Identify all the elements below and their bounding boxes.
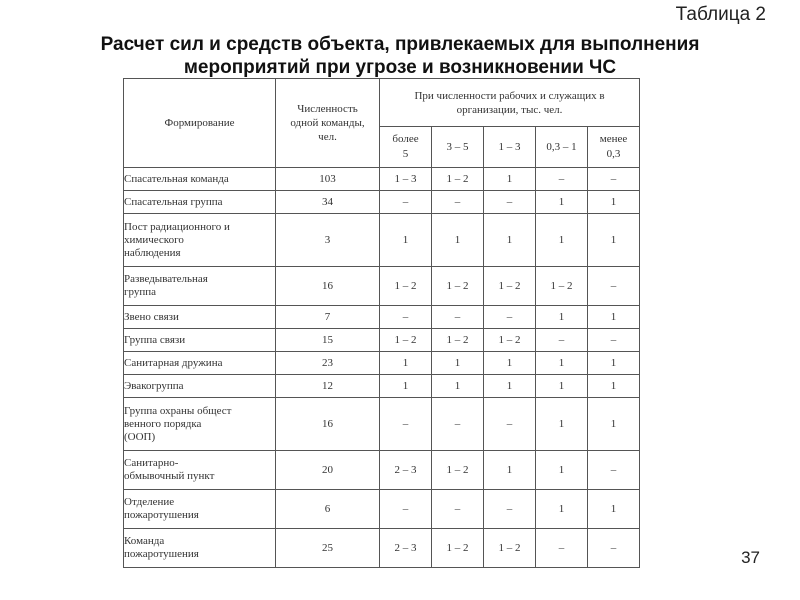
quantity-cell: – — [588, 529, 640, 568]
header-workforce-group — [380, 79, 640, 127]
quantity-cell: – — [380, 398, 432, 451]
quantity-cell: – — [432, 306, 484, 329]
formation-name-cell — [124, 352, 276, 375]
formation-name-line: Группа охраны общест — [124, 404, 232, 417]
formation-name-line: венного порядка — [124, 417, 202, 430]
table-row — [124, 490, 640, 529]
formation-name-cell — [124, 306, 276, 329]
team-size-cell: 7 — [276, 306, 380, 329]
quantity-cell: – — [432, 490, 484, 529]
quantity-cell: – — [588, 267, 640, 306]
table-row — [124, 168, 640, 191]
table-row — [124, 398, 640, 451]
formation-name-cell — [124, 529, 276, 568]
quantity-cell: – — [432, 191, 484, 214]
page-number: 37 — [741, 548, 760, 567]
table-label: Таблица 2 — [675, 4, 766, 25]
quantity-cell: 1 — [588, 214, 640, 267]
quantity-cell: 1 — [380, 375, 432, 398]
quantity-cell: 1 – 2 — [484, 267, 536, 306]
quantity-cell: 1 — [588, 398, 640, 451]
team-size-cell: 16 — [276, 398, 380, 451]
formation-name-cell — [124, 168, 276, 191]
quantity-cell: 1 — [432, 214, 484, 267]
quantity-cell: 1 – 2 — [432, 451, 484, 490]
formation-name-cell — [124, 329, 276, 352]
header-team-size-line: чел. — [318, 131, 337, 143]
team-size-cell: 15 — [276, 329, 380, 352]
formation-name-line: Санитарная дружина — [124, 356, 223, 369]
header-range-line: менее — [599, 133, 628, 145]
quantity-cell: – — [380, 191, 432, 214]
quantity-cell: – — [484, 191, 536, 214]
table-body — [124, 168, 640, 568]
header-range-1 — [432, 127, 484, 168]
header-range-3 — [536, 127, 588, 168]
header-team-size-line: Численность — [297, 103, 358, 115]
quantity-cell: 1 – 2 — [432, 267, 484, 306]
quantity-cell: 1 — [536, 306, 588, 329]
quantity-cell: 1 — [588, 191, 640, 214]
quantity-cell: 1 — [484, 375, 536, 398]
formation-name-line: пожаротушения — [124, 548, 199, 560]
quantity-cell: 1 — [536, 191, 588, 214]
quantity-cell: 1 — [484, 168, 536, 191]
quantity-cell: – — [432, 398, 484, 451]
formation-name-line: (ООП) — [124, 430, 156, 443]
quantity-cell: 1 — [588, 375, 640, 398]
header-range-2 — [484, 127, 536, 168]
quantity-cell: 1 – 2 — [484, 529, 536, 568]
quantity-cell: – — [588, 329, 640, 352]
formation-name-cell — [124, 214, 276, 267]
table-row — [124, 267, 640, 306]
header-range-line: 0,3 — [606, 148, 621, 160]
quantity-cell: 1 — [588, 490, 640, 529]
table-row — [124, 306, 640, 329]
quantity-cell: 1 — [588, 306, 640, 329]
quantity-cell: – — [588, 168, 640, 191]
team-size-cell: 3 — [276, 214, 380, 267]
header-workforce-line: организации, тыс. чел. — [456, 103, 563, 116]
table-row — [124, 329, 640, 352]
quantity-cell: 2 – 3 — [380, 529, 432, 568]
quantity-cell: – — [484, 398, 536, 451]
formation-name-line: Разведывательная — [124, 273, 208, 285]
header-range-line: 0,3 – 1 — [546, 140, 577, 153]
quantity-cell: 1 — [380, 352, 432, 375]
header-range-0 — [380, 127, 432, 168]
formation-name-line: группа — [124, 286, 157, 298]
quantity-cell: 1 – 2 — [380, 329, 432, 352]
quantity-cell: 1 – 3 — [380, 168, 432, 191]
quantity-cell: 1 – 2 — [380, 267, 432, 306]
team-size-cell: 20 — [276, 451, 380, 490]
formation-name-line: Команда — [124, 535, 165, 547]
quantity-cell: 1 — [432, 352, 484, 375]
formation-name-line: Санитарно- — [124, 457, 179, 469]
quantity-cell: – — [536, 529, 588, 568]
formation-name-line: Звено связи — [124, 310, 179, 323]
team-size-cell: 34 — [276, 191, 380, 214]
quantity-cell: 1 — [484, 451, 536, 490]
formation-name-line: Эвакогруппа — [124, 379, 184, 392]
header-range-line: 1 – 3 — [498, 140, 521, 153]
team-size-cell: 16 — [276, 267, 380, 306]
team-size-cell: 25 — [276, 529, 380, 568]
formation-name-cell — [124, 191, 276, 214]
quantity-cell: – — [536, 168, 588, 191]
quantity-cell: – — [380, 306, 432, 329]
quantity-cell: 1 – 2 — [484, 329, 536, 352]
quantity-cell: 1 — [432, 375, 484, 398]
formation-name-cell — [124, 375, 276, 398]
table-row — [124, 352, 640, 375]
formation-name-line: Отделение — [124, 496, 175, 508]
quantity-cell: 2 – 3 — [380, 451, 432, 490]
table-row — [124, 451, 640, 490]
team-size-cell: 6 — [276, 490, 380, 529]
formation-name-line: Группа связи — [124, 333, 186, 346]
formation-name-cell — [124, 267, 276, 306]
formation-name-line: Пост радиационного и — [124, 220, 230, 233]
quantity-cell: 1 – 2 — [432, 329, 484, 352]
quantity-cell: – — [536, 329, 588, 352]
quantity-cell: 1 — [588, 352, 640, 375]
formation-name-line: химического — [124, 233, 184, 246]
quantity-cell: 1 — [484, 214, 536, 267]
header-range-line: 5 — [402, 148, 409, 160]
quantity-cell: 1 – 2 — [536, 267, 588, 306]
table-row — [124, 375, 640, 398]
header-workforce-line: При численности рабочих и служащих в — [414, 89, 605, 102]
title-line-2: мероприятий при угрозе и возникновении ЧС — [183, 57, 617, 78]
formation-name-cell — [124, 398, 276, 451]
forces-table — [123, 78, 640, 568]
quantity-cell: 1 — [536, 490, 588, 529]
quantity-cell: 1 – 2 — [432, 168, 484, 191]
formation-name-line: пожаротушения — [124, 509, 199, 521]
formation-name-line: Спасательная команда — [124, 172, 229, 185]
quantity-cell: 1 — [536, 214, 588, 267]
quantity-cell: 1 – 2 — [432, 529, 484, 568]
page-title — [40, 33, 760, 79]
header-range-4 — [588, 127, 640, 168]
quantity-cell: 1 — [536, 352, 588, 375]
quantity-cell: 1 — [380, 214, 432, 267]
table-row — [124, 214, 640, 267]
formation-name-cell — [124, 451, 276, 490]
quantity-cell: – — [588, 451, 640, 490]
team-size-cell: 103 — [276, 168, 380, 191]
formation-name-cell — [124, 490, 276, 529]
quantity-cell: 1 — [536, 375, 588, 398]
quantity-cell: – — [484, 306, 536, 329]
table-row — [124, 529, 640, 568]
header-team-size-line: одной команды, — [290, 117, 365, 129]
team-size-cell: 12 — [276, 375, 380, 398]
formation-name-line: Спасательная группа — [124, 195, 223, 208]
quantity-cell: 1 — [484, 352, 536, 375]
header-range-line: более — [392, 133, 419, 145]
team-size-cell: 23 — [276, 352, 380, 375]
quantity-cell: – — [484, 490, 536, 529]
table-header-row — [124, 79, 640, 127]
formation-name-line: обмывочный пункт — [124, 470, 215, 482]
title-line-1: Расчет сил и средств объекта, привлекаемых для выполнения — [100, 34, 700, 55]
quantity-cell: 1 — [536, 451, 588, 490]
quantity-cell: 1 — [536, 398, 588, 451]
header-range-line: 3 – 5 — [446, 140, 469, 153]
header-formation: Формирование — [124, 79, 276, 168]
formation-name-line: наблюдения — [124, 246, 181, 259]
header-team-size — [276, 79, 380, 168]
table-row — [124, 191, 640, 214]
quantity-cell: – — [380, 490, 432, 529]
